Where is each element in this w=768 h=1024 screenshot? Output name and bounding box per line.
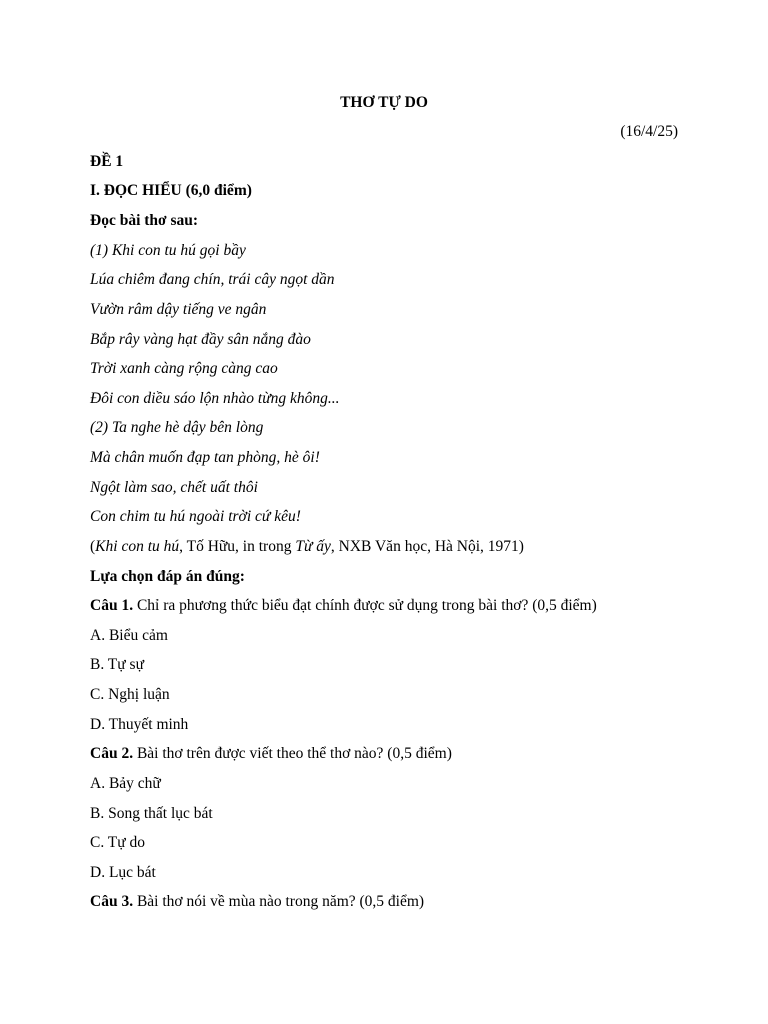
question-2 — [90, 744, 452, 764]
reading-instruction: Đọc bài thơ sau: — [90, 212, 199, 229]
question-text: Bài thơ trên được viết theo thể thơ nào? (0,5 điểm) — [133, 745, 452, 762]
poem-line: (1) Khi con tu hú gọi bầy — [90, 242, 246, 259]
poem-line: Trời xanh càng rộng càng cao — [90, 360, 278, 377]
question-text: Bài thơ nói về mùa nào trong năm? (0,5 điểm) — [133, 893, 425, 910]
poem-line: Vườn râm dậy tiếng ve ngân — [90, 301, 267, 318]
document-title: THƠ TỰ DO — [340, 94, 428, 111]
answer-option: B. Song thất lục bát — [90, 805, 213, 822]
poem-source — [90, 537, 524, 557]
poem-line: Con chim tu hú ngoài trời cứ kêu! — [90, 508, 301, 525]
answer-option: C. Nghị luận — [90, 686, 170, 703]
question-label: Câu 2. — [90, 745, 134, 762]
question-text: Chỉ ra phương thức biểu đạt chính được sử dụng trong bài thơ? (0,5 điểm) — [133, 597, 597, 614]
exam-label: ĐỀ 1 — [90, 153, 124, 170]
poem-line: Mà chân muốn đạp tan phòng, hè ôi! — [90, 449, 320, 466]
source-collection: Từ ấy — [295, 538, 331, 555]
question-label: Câu 1. — [90, 597, 134, 614]
source-open: ( — [90, 538, 96, 555]
poem-line: Bắp rây vàng hạt đầy sân nắng đào — [90, 331, 311, 348]
poem-line: Lúa chiêm đang chín, trái cây ngọt dần — [90, 271, 335, 288]
poem-line: Ngột làm sao, chết uất thôi — [90, 479, 258, 496]
section-heading: I. ĐỌC HIỂU (6,0 điểm) — [90, 182, 252, 199]
question-1 — [90, 596, 597, 616]
source-publisher: , NXB Văn học, Hà Nội, 1971) — [330, 538, 524, 555]
poem-line: (2) Ta nghe hè dậy bên lòng — [90, 419, 264, 436]
question-label: Câu 3. — [90, 893, 134, 910]
answer-option: C. Tự do — [90, 834, 146, 851]
poem-line: Đôi con diều sáo lộn nhào từng không... — [90, 390, 340, 407]
answer-option: D. Lục bát — [90, 864, 156, 881]
answer-option: B. Tự sự — [90, 656, 144, 673]
answer-option: D. Thuyết minh — [90, 716, 189, 733]
answer-option: A. Biểu cảm — [90, 627, 168, 644]
source-poem-title: Khi con tu hú — [95, 538, 180, 555]
document-date: (16/4/25) — [620, 123, 678, 140]
answer-option: A. Bảy chữ — [90, 775, 161, 792]
choose-answer-label: Lựa chọn đáp án đúng: — [90, 568, 245, 585]
source-author: , Tố Hữu, in trong — [179, 538, 296, 555]
question-3 — [90, 892, 424, 912]
